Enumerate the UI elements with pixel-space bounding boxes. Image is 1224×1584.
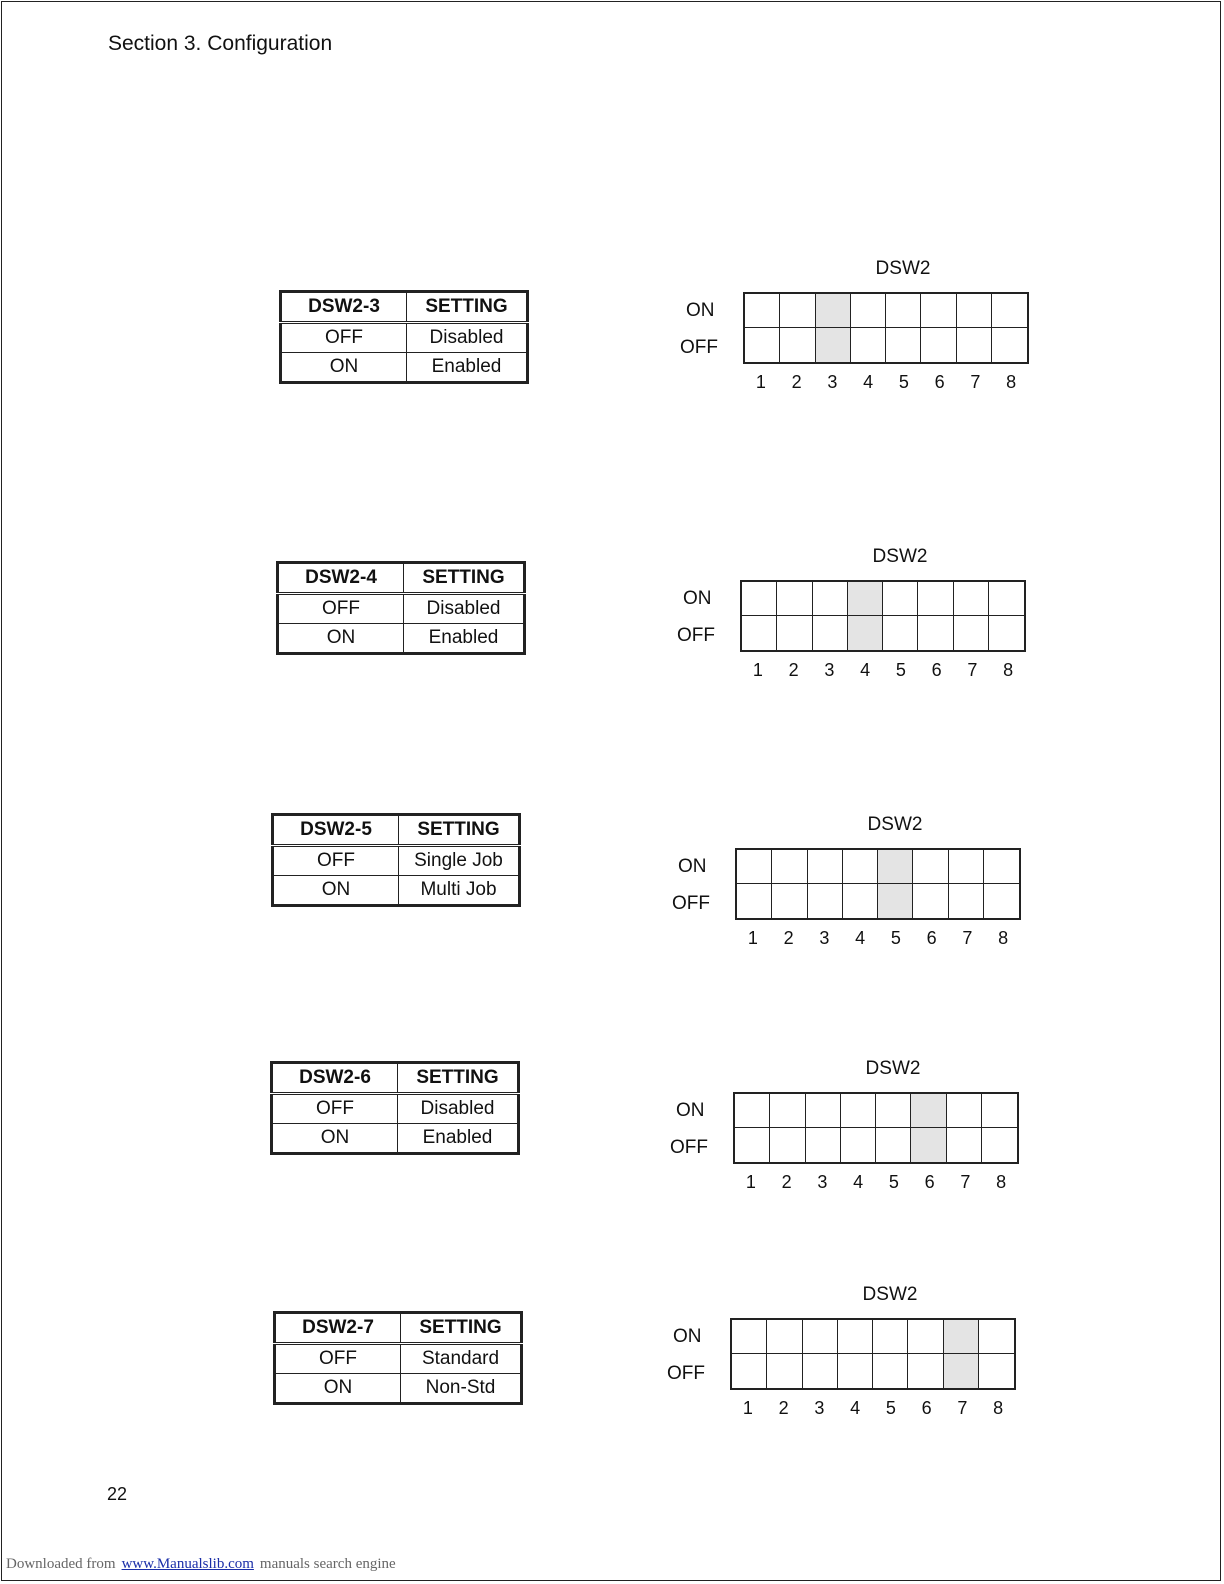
on-cell-3 [813,582,848,616]
off-cell-8 [982,1128,1017,1162]
off-cell-7 [944,1354,979,1388]
on-cell-6 [918,582,953,616]
state-cell: ON [272,1124,398,1154]
diagram-title: DSW2 [865,1058,921,1079]
table-header-switch: DSW2-3 [281,292,407,323]
switch-numbers [743,372,1029,393]
on-cell-7 [957,294,992,328]
off-cell-1 [737,884,772,918]
on-cell-2 [777,582,812,616]
on-cell-3 [803,1320,838,1354]
off-cell-3 [803,1354,838,1388]
on-cell-4 [843,850,878,884]
settings-table [279,290,529,384]
off-cell-1 [735,1128,770,1162]
on-cell-1 [735,1094,770,1128]
off-cell-7 [949,884,984,918]
on-cell-7 [947,1094,982,1128]
switch-number: 8 [998,928,1009,948]
switch-numbers [740,660,1026,681]
on-cell-1 [732,1320,767,1354]
off-cell-8 [989,616,1024,650]
switch-number: 1 [755,372,766,392]
switch-number: 6 [926,928,937,948]
switch-numbers [730,1398,1016,1419]
switch-number: 4 [855,928,866,948]
dip-switch-diagram [680,258,1040,398]
setting-cell: Enabled [398,1124,519,1154]
switch-number: 6 [931,660,942,680]
switch-grid [743,292,1029,364]
off-cell-8 [992,328,1027,362]
switch-number: 2 [791,372,802,392]
off-cell-7 [957,328,992,362]
switch-number: 7 [967,660,978,680]
off-cell-5 [878,884,913,918]
on-cell-6 [921,294,956,328]
off-label: OFF [670,1137,708,1158]
setting-cell: Single Job [399,846,520,876]
on-cell-5 [873,1320,908,1354]
switch-number: 3 [819,928,830,948]
off-label: OFF [677,625,715,646]
switch-number: 4 [863,372,874,392]
on-cell-1 [737,850,772,884]
state-cell: ON [275,1374,401,1404]
switch-number: 8 [996,1172,1007,1192]
switch-number: 1 [747,928,758,948]
setting-cell: Multi Job [399,876,520,906]
table-row [278,624,525,654]
state-cell: ON [273,876,399,906]
switch-number: 3 [824,660,835,680]
section-title: Section 3. Configuration [108,32,333,55]
off-cell-2 [780,328,815,362]
switch-number: 2 [781,1172,792,1192]
on-cell-1 [742,582,777,616]
on-cell-2 [780,294,815,328]
settings-table [270,1061,520,1155]
on-cell-3 [816,294,851,328]
on-cell-7 [954,582,989,616]
switch-number: 7 [960,1172,971,1192]
off-cell-4 [843,884,878,918]
settings-table [276,561,526,655]
on-cell-4 [838,1320,873,1354]
on-cell-8 [989,582,1024,616]
off-cell-6 [921,328,956,362]
switch-number: 5 [898,372,909,392]
switch-number: 1 [745,1172,756,1192]
switch-number: 8 [1006,372,1017,392]
diagram-title: DSW2 [867,814,923,835]
settings-table [273,1311,523,1405]
switch-number: 2 [783,928,794,948]
state-cell: OFF [275,1344,401,1374]
on-cell-7 [949,850,984,884]
dip-switch-diagram [677,546,1037,686]
on-cell-4 [848,582,883,616]
off-cell-2 [772,884,807,918]
table-row [272,1094,519,1124]
setting-cell: Disabled [404,594,525,624]
off-cell-3 [813,616,848,650]
on-cell-8 [982,1094,1017,1128]
off-cell-2 [770,1128,805,1162]
off-cell-6 [911,1128,946,1162]
switch-grid [735,848,1021,920]
footer-prefix: Downloaded from [6,1556,116,1572]
off-cell-1 [745,328,780,362]
on-cell-5 [886,294,921,328]
table-row [275,1374,522,1404]
table-row [273,876,520,906]
setting-cell: Disabled [407,323,528,353]
switch-number: 7 [957,1398,968,1418]
on-cell-2 [772,850,807,884]
off-cell-5 [873,1354,908,1388]
on-cell-7 [944,1320,979,1354]
off-cell-3 [806,1128,841,1162]
switch-numbers [735,928,1021,949]
off-cell-1 [742,616,777,650]
off-cell-2 [767,1354,802,1388]
switch-number: 8 [1003,660,1014,680]
table-row [278,594,525,624]
off-cell-4 [848,616,883,650]
off-cell-4 [838,1354,873,1388]
off-cell-1 [732,1354,767,1388]
switch-number: 1 [752,660,763,680]
off-cell-8 [979,1354,1014,1388]
table-row [273,846,520,876]
on-label: ON [673,1326,702,1347]
switch-number: 3 [814,1398,825,1418]
table-header-switch: DSW2-6 [272,1063,398,1094]
off-cell-4 [841,1128,876,1162]
off-cell-7 [947,1128,982,1162]
on-cell-2 [770,1094,805,1128]
table-header-switch: DSW2-4 [278,563,404,594]
off-label: OFF [680,337,718,358]
on-label: ON [686,300,715,321]
page-number: 22 [107,1484,128,1504]
on-cell-5 [876,1094,911,1128]
table-header-switch: DSW2-5 [273,815,399,846]
on-cell-3 [806,1094,841,1128]
switch-number: 4 [860,660,871,680]
off-cell-5 [883,616,918,650]
state-cell: OFF [281,323,407,353]
manualslib-link[interactable]: www.Manualslib.com [121,1556,254,1572]
state-cell: OFF [273,846,399,876]
switch-number: 5 [885,1398,896,1418]
on-cell-4 [841,1094,876,1128]
off-cell-4 [851,328,886,362]
setting-cell: Enabled [404,624,525,654]
diagram-title: DSW2 [875,258,931,279]
footer [6,1556,396,1573]
on-cell-1 [745,294,780,328]
switch-grid [733,1092,1019,1164]
page-frame [1,1,1221,1581]
dip-switch-diagram [670,1058,1030,1198]
on-label: ON [678,856,707,877]
setting-cell: Non-Std [401,1374,522,1404]
switch-number: 2 [778,1398,789,1418]
setting-cell: Disabled [398,1094,519,1124]
switch-number: 3 [817,1172,828,1192]
state-cell: ON [278,624,404,654]
on-cell-4 [851,294,886,328]
off-label: OFF [667,1363,705,1384]
dip-switch-diagram [672,814,1032,954]
switch-number: 3 [827,372,838,392]
off-cell-7 [954,616,989,650]
off-cell-6 [918,616,953,650]
switch-number: 7 [962,928,973,948]
on-cell-6 [911,1094,946,1128]
on-cell-3 [808,850,843,884]
setting-cell: Enabled [407,353,528,383]
table-header-setting: SETTING [407,292,528,323]
state-cell: OFF [272,1094,398,1124]
switch-number: 4 [853,1172,864,1192]
switch-number: 7 [970,372,981,392]
table-header-setting: SETTING [401,1313,522,1344]
on-cell-8 [979,1320,1014,1354]
table-row [275,1344,522,1374]
on-cell-5 [883,582,918,616]
switch-number: 2 [788,660,799,680]
on-cell-6 [908,1320,943,1354]
switch-number: 8 [993,1398,1004,1418]
off-cell-6 [908,1354,943,1388]
on-label: ON [683,588,712,609]
switch-grid [740,580,1026,652]
switch-grid [730,1318,1016,1390]
switch-numbers [733,1172,1019,1193]
state-cell: ON [281,353,407,383]
table-header-switch: DSW2-7 [275,1313,401,1344]
table-row [281,353,528,383]
off-cell-8 [984,884,1019,918]
off-cell-3 [808,884,843,918]
switch-number: 6 [934,372,945,392]
on-cell-6 [913,850,948,884]
on-cell-8 [984,850,1019,884]
on-cell-5 [878,850,913,884]
dip-switch-diagram [667,1284,1027,1424]
on-cell-2 [767,1320,802,1354]
switch-number: 4 [850,1398,861,1418]
off-cell-5 [876,1128,911,1162]
table-row [272,1124,519,1154]
switch-number: 5 [890,928,901,948]
off-cell-3 [816,328,851,362]
settings-table [271,813,521,907]
off-cell-6 [913,884,948,918]
switch-number: 5 [895,660,906,680]
diagram-title: DSW2 [862,1284,918,1305]
table-header-setting: SETTING [399,815,520,846]
off-cell-2 [777,616,812,650]
off-cell-5 [886,328,921,362]
switch-number: 6 [924,1172,935,1192]
switch-number: 6 [921,1398,932,1418]
switch-number: 5 [888,1172,899,1192]
on-cell-8 [992,294,1027,328]
footer-suffix: manuals search engine [259,1556,396,1572]
off-label: OFF [672,893,710,914]
table-header-setting: SETTING [398,1063,519,1094]
setting-cell: Standard [401,1344,522,1374]
table-row [281,323,528,353]
table-header-setting: SETTING [404,563,525,594]
switch-number: 1 [742,1398,753,1418]
state-cell: OFF [278,594,404,624]
diagram-title: DSW2 [872,546,928,567]
on-label: ON [676,1100,705,1121]
